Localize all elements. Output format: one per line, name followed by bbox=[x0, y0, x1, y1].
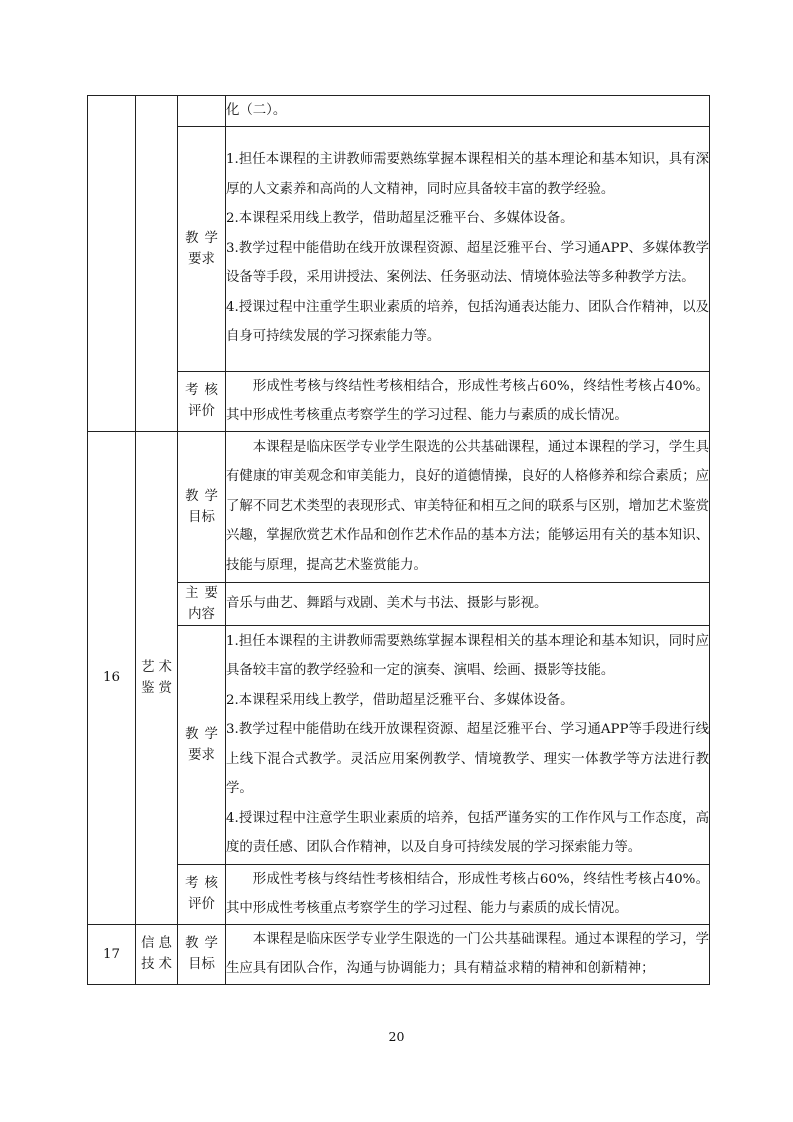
course-name: 信息 技术 bbox=[136, 924, 178, 984]
objectives-content bbox=[226, 924, 710, 984]
course-number: 16 bbox=[88, 431, 136, 924]
table-row bbox=[88, 864, 710, 924]
main-content bbox=[226, 582, 710, 625]
requirement-item: 4.授课过程中注重学生职业素质的培养，包括沟通表达能力、团队合作精神，以及自身可持续发展的学习探索能力等。 bbox=[226, 299, 709, 345]
course-number-cell bbox=[88, 96, 136, 432]
teaching-requirements-label: 教学 要求 bbox=[178, 126, 226, 371]
course-name: 艺术 鉴赏 bbox=[136, 431, 178, 924]
course-name-cell bbox=[136, 96, 178, 432]
requirement-item: 1.担任本课程的主讲教师需要熟练掌握本课程相关的基本理论和基本知识，同时应具备较丰富的教学经验和一定的演奏、演唱、绘画、摄影等技能。 bbox=[226, 633, 709, 678]
assessment-text: 形成性考核与终结性考核相结合，形成性考核占60%，终结性考核占40%。其中形成性考核重点考察学生的学习过程、能力与素质的成长情况。 bbox=[226, 378, 709, 423]
requirement-item: 1.担任本课程的主讲教师需要熟练掌握本课程相关的基本理论和基本知识，具有深厚的人文素养和高尚的人文精神，同时应具备较丰富的教学经验。 bbox=[226, 152, 709, 197]
objectives-label: 教学 目标 bbox=[178, 431, 226, 582]
course-table bbox=[87, 95, 710, 985]
course-number: 17 bbox=[88, 924, 136, 984]
label-cell bbox=[178, 96, 226, 127]
table-row bbox=[88, 582, 710, 625]
requirement-item: 3.教学过程中能借助在线开放课程资源、超星泛雅平台、学习通APP等手段进行线上线下混合式教学。灵活应用案例教学、情境教学、理实一体教学等方法进行教学。 bbox=[226, 722, 709, 796]
content-tail: 化（二）。 bbox=[226, 103, 287, 118]
objectives-content bbox=[226, 431, 710, 582]
assessment-label: 考核 评价 bbox=[178, 371, 226, 431]
objectives-label: 教学 目标 bbox=[178, 924, 226, 984]
requirement-item: 4.授课过程中注意学生职业素质的培养，包括严谨务实的工作作风与工作态度，高度的责任感、团队合作精神，以及自身可持续发展的学习探索能力等。 bbox=[226, 810, 709, 855]
page-number: 20 bbox=[388, 1029, 405, 1044]
table-row bbox=[88, 625, 710, 864]
requirement-item: 2.本课程采用线上教学，借助超星泛雅平台、多媒体设备。 bbox=[226, 692, 574, 708]
teaching-requirements-content bbox=[226, 126, 710, 371]
table-row bbox=[88, 126, 710, 371]
table-row bbox=[88, 924, 710, 984]
content-cell bbox=[226, 96, 710, 127]
assessment-text: 形成性考核与终结性考核相结合，形成性考核占60%，终结性考核占40%。其中形成性考核重点考察学生的学习过程、能力与素质的成长情况。 bbox=[226, 871, 709, 916]
objectives-text: 本课程是临床医学专业学生限选的公共基础课程，通过本课程的学习，学生具有健康的审美观念和审美能力，良好的道德情操，良好的人格修养和综合素质；应了解不同艺术类型的表现形式、审美特征和相互之间的联系与区别，增加艺术鉴赏兴趣，掌握欣赏艺术作品和创作艺术作品的基本方法；能够运用有关的基本知识、技能与原理，提高艺术鉴赏能力。 bbox=[226, 439, 709, 573]
table-row bbox=[88, 371, 710, 431]
teaching-requirements-label: 教学 要求 bbox=[178, 625, 226, 864]
assessment-label: 考核 评价 bbox=[178, 864, 226, 924]
table-row bbox=[88, 96, 710, 127]
objectives-text: 本课程是临床医学专业学生限选的一门公共基础课程。通过本课程的学习，学生应具有团队合作，沟通与协调能力；具有精益求精的精神和创新精神； bbox=[226, 931, 709, 976]
main-content-text: 音乐与曲艺、舞蹈与戏剧、美术与书法、摄影与影视。 bbox=[226, 595, 548, 611]
main-content-label: 主要 内容 bbox=[178, 582, 226, 625]
table-row bbox=[88, 431, 710, 582]
requirement-item: 2.本课程采用线上教学，借助超星泛雅平台、多媒体设备。 bbox=[226, 211, 574, 227]
assessment-content bbox=[226, 371, 710, 431]
assessment-content bbox=[226, 864, 710, 924]
teaching-requirements-content bbox=[226, 625, 710, 864]
requirement-item: 3.教学过程中能借助在线开放课程资源、超星泛雅平台、学习通APP、多媒体教学设备等手段，采用讲授法、案例法、任务驱动法、情境体验法等多种教学方法。 bbox=[226, 240, 709, 286]
